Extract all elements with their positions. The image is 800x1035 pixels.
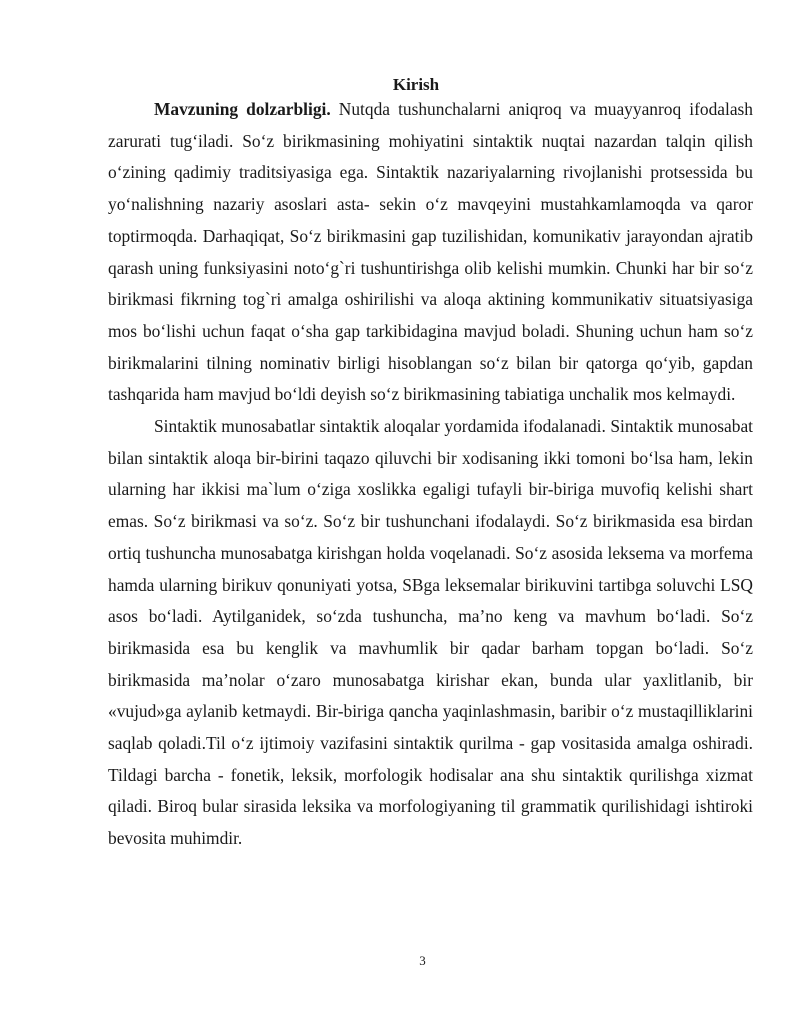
document-body bbox=[108, 94, 753, 855]
page-number: 3 bbox=[419, 953, 426, 968]
paragraph-text: Nutqda tushunchalarni aniqroq va muayyanroq ifodalash zarurati tug‘iladi. So‘z birikmasining mohiyatini sintaktik nuqtai nazardan talqin qilish o‘zining qadimiy traditsiyasiga ega. Sintaktik nazariyalarning rivojlanishi protsessida bu yo‘nalishning nazariy asoslari asta- sekin o‘z mavqeyini mustahkamlamoqda va qaror toptirmoqda. Darhaqiqat, So‘z birikmasini gap tuzilishidan, komunikativ jarayondan ajratib qarash uning funksiyasini noto‘g`ri tushuntirishga olib kelishi mumkin. Chunki har bir so‘z birikmasi fikrning tog`ri amalga oshirilishi va aloqa aktining kommunikativ situatsiyasiga mos bo‘lishi uchun faqat o‘sha gap tarkibidagina mavjud boladi. Shuning uchun ham so‘z birikmalarini tilning nominativ birligi hisoblangan so‘z bilan bir qatorga qo‘yib, gapdan tashqarida ham mavjud bo‘ldi deyish so‘z birikmasining tabiatiga unchalik mos kelmaydi. bbox=[108, 99, 753, 405]
paragraph-text: Sintaktik munosabatlar sintaktik aloqalar yordamida ifodalanadi. Sintaktik munosabat bilan sintaktik aloqa bir-birini taqazo qiluvchi bir xodisaning ikki tomoni bo‘lsa ham, lekin ularning har ikkisi ma`lum o‘ziga xoslikka egaligi tufayli bir-biriga muvofiq kelishi shart emas. So‘z birikmasi va so‘z. So‘z bir tushunchani ifodalaydi. So‘z birikmasida esa birdan ortiq tushuncha munosabatga kirishgan holda voqelanadi. So‘z asosida leksema va morfema hamda ularning birikuv qonuniyati yotsa, SBga leksemalar birikuvini tartibga soluvchi LSQ asos bo‘ladi. Aytilganidek, so‘zda tushuncha, ma’no keng va mavhum bo‘ladi. So‘z birikmasida esa bu kenglik va mavhumlik bir qadar barham topgan bo‘ladi. So‘z birikmasida ma’nolar o‘zaro munosabatga kirishar ekan, bunda ular yaxlitlanib, bir «vujud»ga aylanib ketmaydi. Bir-biriga qancha yaqinlashmasin, baribir o‘z mustaqilliklarini saqlab qoladi.Til o‘z ijtimoiy vazifasini sintaktik qurilma - gap vositasida amalga oshiradi. Tildagi barcha - fonetik, leksik, morfologik hodisalar ana shu sintaktik qurilishga xizmat qiladi. Biroq bular sirasida leksika va morfologiyaning til grammatik qurilishidagi ishtiroki bevosita muhimdir. bbox=[108, 416, 753, 849]
paragraph-lead: Mavzuning dolzarbligi. bbox=[154, 99, 331, 119]
document-title: Kirish bbox=[392, 75, 440, 94]
paragraph-1 bbox=[108, 94, 753, 411]
paragraph-2 bbox=[108, 411, 753, 855]
